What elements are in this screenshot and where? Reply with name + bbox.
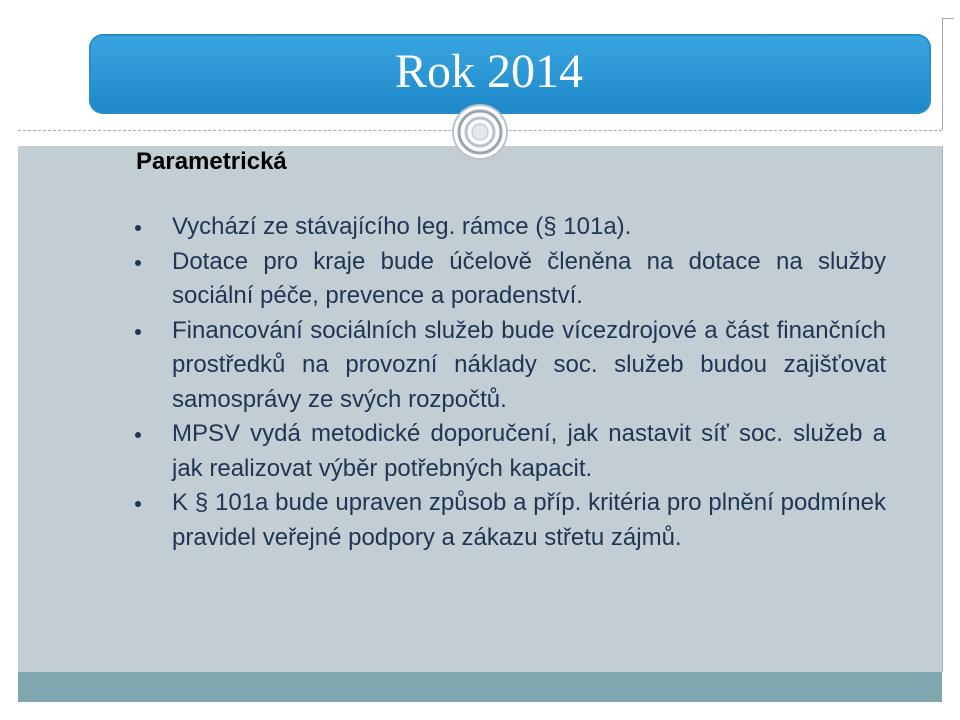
list-item [172, 210, 886, 245]
bullet-text: MPSV vydá metodické doporučení, jak nastavit síť soc. služeb a jak realizovat výběr potřebných kapacit. [172, 420, 886, 482]
slide-title: Rok 2014 [395, 45, 584, 98]
list-item [172, 245, 886, 314]
bullet-text: Dotace pro kraje bude účelově členěna na dotace na služby sociální péče, prevence a poradenství. [172, 247, 886, 309]
bullet-text: Vychází ze stávajícího leg. rámce (§ 101a). [172, 213, 632, 240]
list-item [172, 486, 886, 555]
bullet-icon [135, 225, 141, 231]
bullet-list [172, 210, 886, 555]
bullet-icon [135, 260, 141, 266]
list-item [172, 417, 886, 486]
bullet-icon [135, 432, 141, 438]
list-item [172, 314, 886, 418]
bullet-text: K § 101a bude upraven způsob a příp. kritéria pro plnění podmínek pravidel veřejné podpory a zákazu střetu zájmů. [172, 489, 886, 551]
rings-icon [450, 102, 510, 162]
bullet-icon [135, 329, 141, 335]
corner-line [942, 18, 943, 130]
section-heading: Parametrická [136, 148, 287, 175]
footer-bar [18, 672, 942, 702]
bullet-icon [135, 501, 141, 507]
corner-line [942, 18, 954, 19]
bullet-text: Financování sociálních služeb bude vícezdrojové a část finančních prostředků na provozní náklady soc. služeb budou zajišťovat samosprávy ze svých rozpočtů. [172, 316, 886, 413]
